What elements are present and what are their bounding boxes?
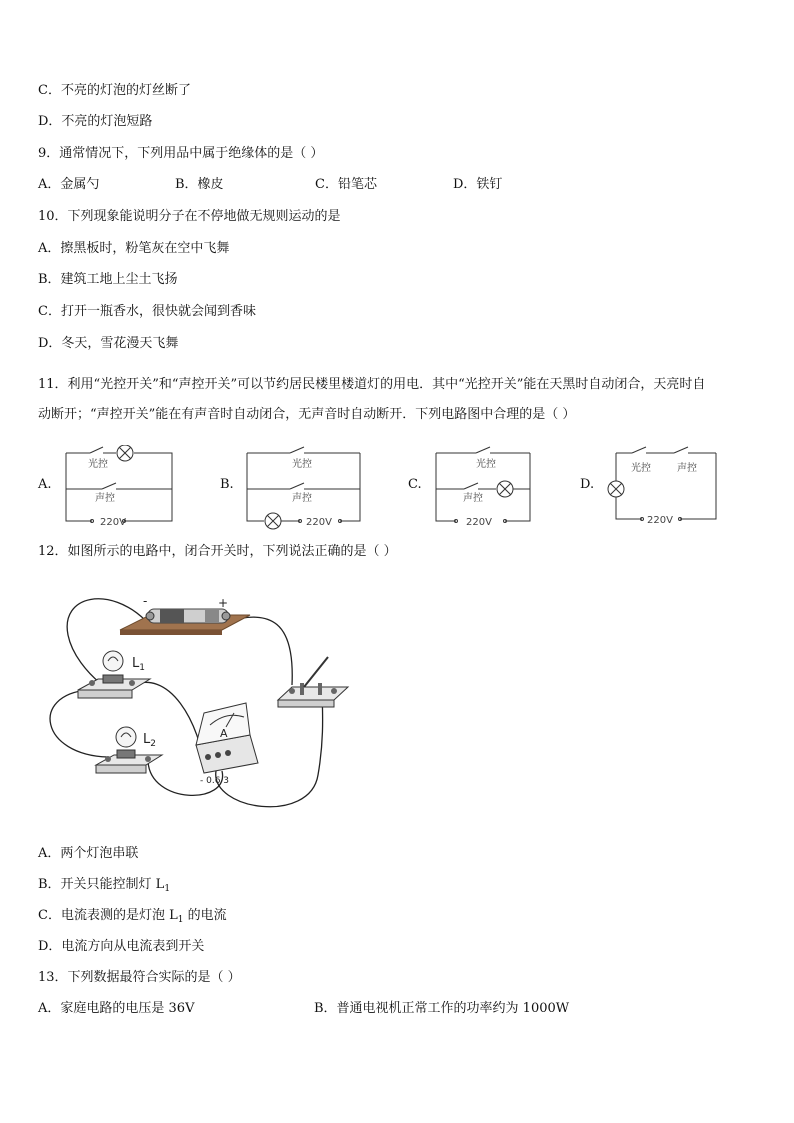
q12-option-d: D．电流方向从电流表到开关 <box>38 939 205 954</box>
battery <box>120 609 250 635</box>
q9-options <box>38 176 758 194</box>
circuit-d <box>608 447 716 521</box>
q12-option-c-text: C．电流表测的是灯泡 L <box>38 908 178 923</box>
ammeter-label: A <box>220 727 228 740</box>
q12-option-b <box>38 876 170 898</box>
q9-stem: 9．通常情况下，下列用品中属于绝缘体的是（ ） <box>38 146 324 161</box>
q9-option-a: A．金属勺 <box>38 177 100 192</box>
l1-label: $L_1$ <box>132 656 145 673</box>
q12-option-a: A．两个灯泡串联 <box>38 846 139 861</box>
q8-option-d: D．不亮的灯泡短路 <box>38 114 153 129</box>
voltage-label-a: 220V <box>100 517 126 528</box>
q11-stem-line1: 11．利用“光控开关”和“声控开关”可以节约居民楼里楼道灯的用电．其中“光控开关”能在天黑时自动闭合，天亮时自 <box>38 377 706 392</box>
knife-switch <box>278 657 348 707</box>
q9-option-b: B．橡皮 <box>175 177 224 192</box>
q12-option-b-sub: 1 <box>164 884 171 894</box>
q11-label-a: A. <box>38 477 52 492</box>
q13-option-b: B．普通电视机正常工作的功率约为 1000W <box>314 1001 570 1016</box>
sound-switch-label-b: 声控 <box>292 493 312 504</box>
q12-option-c-sub: 1 <box>177 915 184 925</box>
battery-minus-label: - <box>143 594 148 608</box>
lamp-l2 <box>96 727 162 773</box>
q10-option-b: B．建筑工地上尘土飞扬 <box>38 272 178 287</box>
q9-option-d: D．铁钉 <box>453 177 503 192</box>
q10-stem: 10．下列现象能说明分子在不停地做无规则运动的是 <box>38 209 341 224</box>
voltage-label-b: 220V <box>306 517 332 528</box>
q12-option-b-text: B．开关只能控制灯 L <box>38 877 165 892</box>
q9-option-c: C．铅笔芯 <box>315 177 377 192</box>
q12-circuit-figure <box>0 575 794 825</box>
q8-option-c: C．不亮的灯泡的灯丝断了 <box>38 83 191 98</box>
l2-label: $L_2$ <box>143 732 156 749</box>
q12-option-c <box>38 907 227 929</box>
q10-option-c: C．打开一瓶香水，很快就会闻到香味 <box>38 304 256 319</box>
voltage-label-d: 220V <box>647 515 673 526</box>
sound-switch-label-a: 声控 <box>95 493 115 504</box>
sound-switch-label-d: 声控 <box>677 463 697 474</box>
q12-option-c-suffix: 的电流 <box>183 908 227 923</box>
q11-stem-line2: 动断开；“声控开关”能在有声音时自动闭合，无声音时自动断开．下列电路图中合理的是（ ） <box>38 407 576 422</box>
light-switch-label-a: 光控 <box>88 459 108 470</box>
q11-circuit-diagrams <box>0 445 794 535</box>
battery-plus-label: + <box>218 596 229 610</box>
light-switch-label-c: 光控 <box>476 459 496 470</box>
light-switch-label-d: 光控 <box>631 463 651 474</box>
ammeter-terminals-label: - 0.6 3 <box>200 776 230 786</box>
q13-options <box>38 1000 758 1018</box>
q10-option-a: A．擦黑板时，粉笔灰在空中飞舞 <box>38 241 230 256</box>
q10-option-d: D．冬天，雪花漫天飞舞 <box>38 336 179 351</box>
light-switch-label-b: 光控 <box>292 459 312 470</box>
q13-option-a: A．家庭电路的电压是 36V <box>38 1001 195 1016</box>
q12-stem: 12．如图所示的电路中，闭合开关时，下列说法正确的是（ ） <box>38 544 397 559</box>
q11-label-d: D. <box>580 477 595 492</box>
q11-label-b: B. <box>220 477 234 492</box>
q13-stem: 13．下列数据最符合实际的是（ ） <box>38 970 241 985</box>
q11-label-c: C. <box>408 477 422 492</box>
circuit-a <box>66 445 172 523</box>
sound-switch-label-c: 声控 <box>463 493 483 504</box>
voltage-label-c: 220V <box>466 517 492 528</box>
